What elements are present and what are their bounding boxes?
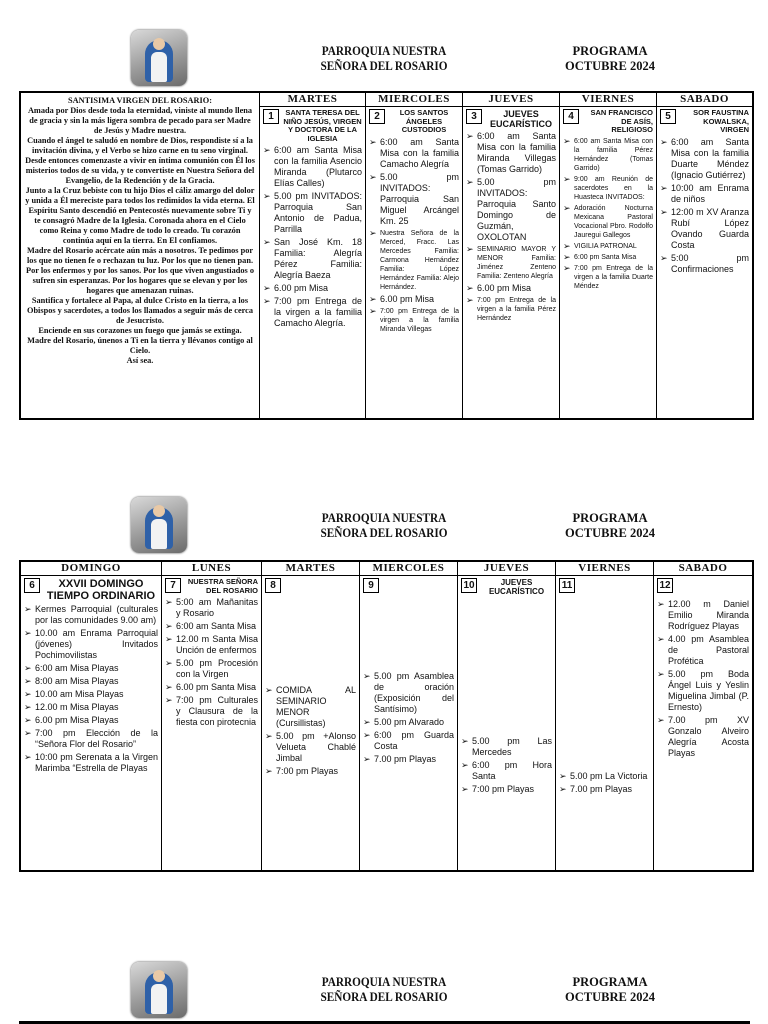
day-cell	[463, 107, 559, 325]
event-list	[24, 604, 158, 774]
day-cell	[654, 576, 752, 761]
parish-logo	[131, 962, 187, 1018]
event-item: ➢ 5.00 pm Asamblea de oración (Exposición del Santísimo)	[363, 671, 454, 715]
prayer-line: Santifica y fortalece al Papa, al dulce Cristo en la tierra, a los Obispos y sacerdotes, a todos los llamados a seguir más de cerca de Jesucristo.	[26, 296, 253, 325]
event-item: ➢ 9:00 am Reunión de sacerdotes en la Huasteca INVITADOS:	[563, 175, 653, 202]
program-label	[560, 44, 660, 74]
event-item: ➢ 10.00 am Enrama Parroquial (jóvenes) Invitados Pochimovilistas	[24, 628, 158, 661]
program-month: OCTUBRE 2024	[565, 526, 655, 540]
day-number: 10	[461, 578, 477, 593]
event-item: ➢ San José Km. 18 Familia: Alegría Pérez Familia: Alegría Baeza	[263, 237, 362, 281]
day-column-sunday	[21, 562, 161, 870]
day-cell	[556, 576, 653, 797]
program-word: PROGRAMA	[572, 511, 648, 525]
day-column-friday	[555, 562, 653, 870]
day-header: DOMINGO	[21, 562, 161, 576]
event-item: ➢ SEMINARIO MAYOR Y MENOR Familia: Jiménez Zenteno Familia: Zenteno Alegría	[466, 245, 556, 281]
day-header: MARTES	[262, 562, 359, 576]
prayer-line: Amada por Dios desde toda la eternidad, viniste al mundo llena de gracia y sin la más ligera sombra de pecado para ser Madre de Jesús y Madre nuestra.	[27, 106, 253, 135]
prayer-line: Enciende en sus corazones un fuego que jamás se extinga.	[38, 326, 242, 335]
event-item: ➢ 6.00 pm Santa Misa	[165, 682, 258, 693]
event-item: ➢ 10:00 pm Serenata a la Virgen Marimba “Estrella de Playas	[24, 752, 158, 774]
saint-title: JUEVES EUCARÍSTICO	[489, 109, 552, 129]
prayer-line: Cuando el ángel te saludó en nombre de Dios, respondiste sí a la invitación divina, y el Verbo se hizo carne en tu seno virginal. Desde entonces comenzaste a vivir en íntima comunión con Él los misterios todos de su vida, y te convertiste en Nuestra Señora del Evangelio, de la Redención y de la Gracia.	[25, 136, 255, 185]
program-month: OCTUBRE 2024	[565, 990, 655, 1004]
event-list	[657, 599, 749, 759]
day-cell	[657, 107, 752, 277]
event-item: ➢ 6.00 pm Misa	[466, 283, 556, 294]
day-number: 9	[363, 578, 379, 593]
prayer-line: SANTISIMA VIRGEN DEL ROSARIO:	[68, 96, 212, 105]
event-item: ➢ 7:00 pm Entrega de la virgen a la familia Camacho Alegría.	[263, 296, 362, 329]
program-month: OCTUBRE 2024	[565, 59, 655, 73]
event-item: ➢ 6:00 am Santa Misa con la familia Camacho Alegría	[369, 137, 459, 170]
day-cell	[260, 107, 365, 331]
prayer-line: Junto a la Cruz bebiste con tu hijo Dios el cáliz amargo del dolor y unida a Él mereciste para todos los redimidos la vida eterna. El Espíritu Santo descendió en Pentecostés nuevamente sobre Ti y te consagró Madre de la Iglesia. Coronada ahora en el Cielo como Reina y como Madre de todo lo creado. Tu corazón continúa aquí en la tierra. En El confiamos.	[25, 186, 255, 245]
event-item: ➢ 5:00 am Mañanitas y Rosario	[165, 597, 258, 619]
event-item: ➢ 12.00 m Santa Misa Unción de enfermos	[165, 634, 258, 656]
prayer-line: Madre del Rosario acércate aún más a nosotros. Te pedimos por los que no tienen fe o rechazan tu luz. Por los que no tienen pan. Por los enfermos y por los sanos. Por los que viven angustiados o sufren sin esperanzas. Por los hogares que se elevan y por los hogares que amenazan ruinas.	[26, 246, 254, 295]
event-item: ➢ 7:00 pm Entrega de la virgen a la familia Miranda Villegas	[369, 307, 459, 334]
event-item: ➢ Kermes Parroquial (culturales por las comunidades 9.00 am)	[24, 604, 158, 626]
day-number: 8	[265, 578, 281, 593]
day-header: SABADO	[654, 562, 752, 576]
day-number: 2	[369, 109, 385, 124]
event-item: ➢ 7:00 pm Playas	[265, 766, 356, 777]
event-item: ➢ 6:00 am Santa Misa con la familia Asencio Miranda (Plutarco Elías Calles)	[263, 145, 362, 189]
day-column-friday	[559, 93, 656, 418]
day-column-thursday	[457, 562, 555, 870]
day-number: 11	[559, 578, 575, 593]
event-item: ➢ 6:00 am Santa Misa	[165, 621, 258, 632]
day-number: 4	[563, 109, 579, 124]
parish-logo	[131, 497, 187, 553]
event-item: ➢ 6:00 am Misa Playas	[24, 663, 158, 674]
event-item: ➢ 5.00 pm Procesión con la Virgen	[165, 658, 258, 680]
liturgy-title: XXVII DOMINGO TIEMPO ORDINARIO	[46, 578, 156, 602]
event-item: ➢ 4.00 pm Asamblea de Pastoral Profética	[657, 634, 749, 667]
event-item: ➢ 5.00 pm INVITADOS: Parroquia San Antonio de Padua, Parrilla	[263, 191, 362, 235]
event-item: ➢ 6.00 pm Misa Playas	[24, 715, 158, 726]
event-list	[660, 137, 749, 275]
event-item: ➢ 6.00 pm Misa	[369, 294, 459, 305]
calendar-week-1	[19, 91, 754, 420]
event-item: ➢ 6.00 pm Misa	[263, 283, 362, 294]
event-item: ➢ 7.00 pm Playas	[363, 754, 454, 765]
event-item: ➢ 5.00 pm Alvarado	[363, 717, 454, 728]
day-cell	[458, 576, 555, 797]
parish-title: PARROQUIA NUESTRA SEÑORA DEL ROSARIO	[320, 511, 448, 540]
event-item: ➢ 7:00 pm Entrega de la virgen a la familia Duarte Méndez	[563, 264, 653, 291]
event-item: ➢ 12:00 m XV Aranza Rubí López Ovando Guarda Costa	[660, 207, 749, 251]
event-list	[265, 685, 356, 777]
event-item: ➢ 6:00 am Santa Misa con la familia Duarte Méndez (Ignacio Gutiérrez)	[660, 137, 749, 181]
day-cell	[560, 107, 656, 293]
day-cell	[262, 576, 359, 779]
event-item: ➢ 12.00 m Daniel Emilio Miranda Rodríguez Playas	[657, 599, 749, 632]
event-item: ➢ 5.00 pm Las Mercedes	[461, 736, 552, 758]
event-item: ➢ 7:00 pm Culturales y Clausura de la fiesta con pirotecnia	[165, 695, 258, 728]
day-number: 1	[263, 109, 279, 124]
day-header: SABADO	[657, 93, 752, 107]
calendar-week-2	[19, 560, 754, 872]
event-item: ➢ 6:00 am Santa Misa con la familia Miranda Villegas (Tomas Garrido)	[466, 131, 556, 175]
day-header: LUNES	[162, 562, 261, 576]
day-header: VIERNES	[556, 562, 653, 576]
parish-title: PARROQUIA NUESTRA SEÑORA DEL ROSARIO	[320, 44, 448, 73]
program-word: PROGRAMA	[572, 975, 648, 989]
day-header: MIERCOLES	[366, 93, 462, 107]
event-list	[363, 671, 454, 765]
saint-title: SANTA TERESA DEL NIÑO JESÚS, VIRGEN Y DOCTORA DE LA IGLESIA	[283, 108, 362, 143]
saint-title: NUESTRA SEÑORA DEL ROSARIO	[187, 577, 258, 595]
prayer-text	[21, 93, 259, 369]
event-item: ➢ 7:00 pm Elección de la “Señora Flor del Rosario”	[24, 728, 158, 750]
event-item: ➢ 6:00 pm Hora Santa	[461, 760, 552, 782]
day-cell	[21, 576, 161, 776]
day-number: 6	[24, 578, 40, 593]
day-header: MIERCOLES	[360, 562, 457, 576]
event-item: ➢ 5.00 pm +Alonso Velueta Chablé Jimbal	[265, 731, 356, 764]
event-list	[559, 771, 650, 795]
prayer-line: Así sea.	[126, 356, 154, 365]
parish-logo	[131, 30, 187, 86]
prayer-line: Madre del Rosario, únenos a Ti en la tierra y llévanos contigo al Cielo.	[27, 336, 253, 355]
day-column-tuesday	[259, 93, 365, 418]
event-list	[461, 736, 552, 795]
event-item: ➢ VIGILIA PATRONAL	[563, 242, 653, 251]
event-item: ➢ 7:00 pm Playas	[461, 784, 552, 795]
day-header: JUEVES	[458, 562, 555, 576]
event-item: ➢ 5.00 pm INVITADOS: Parroquia San Miguel Arcángel Km. 25	[369, 172, 459, 227]
event-list	[563, 137, 653, 291]
saint-title: SAN FRANCISCO DE ASÍS, RELIGIOSO	[590, 108, 653, 134]
day-number: 3	[466, 109, 482, 124]
day-column-saturday	[653, 562, 752, 870]
event-item: ➢ 5.00 pm Boda Ángel Luis y Yeslin Miguelina Jimbal (P. Ernesto)	[657, 669, 749, 713]
day-column-wednesday	[359, 562, 457, 870]
day-cell	[366, 107, 462, 336]
saint-title: JUEVES EUCARÍSTICO	[488, 578, 545, 596]
day-number: 7	[165, 578, 181, 593]
event-item: ➢ 7:00 pm Entrega de la virgen a la familia Pérez Hernández	[466, 296, 556, 323]
program-label	[560, 975, 660, 1005]
event-item: ➢ 7.00 pm Playas	[559, 784, 650, 795]
event-item: ➢ 5:00 pm Confirmaciones	[660, 253, 749, 275]
day-number: 5	[660, 109, 676, 124]
event-list	[466, 131, 556, 323]
event-item: ➢ COMIDA AL SEMINARIO MENOR (Cursillistas)	[265, 685, 356, 729]
event-item: ➢ 5.00 pm La Victoria	[559, 771, 650, 782]
program-label	[560, 511, 660, 541]
day-number: 12	[657, 578, 673, 593]
event-item: ➢ Adoración Nocturna Mexicana Pastoral Vocacional Pbro. Rodolfo Jauregui Gallegos	[563, 204, 653, 240]
prayer-column	[21, 93, 259, 418]
saint-title: SOR FAUSTINA KOWALSKA, VIRGEN	[693, 108, 749, 134]
day-cell	[162, 576, 261, 730]
event-item: ➢ 6:00 pm Santa Misa	[563, 253, 653, 262]
event-item: ➢ 7.00 pm XV Gonzalo Alveiro Alegría Acosta Playas	[657, 715, 749, 759]
event-list	[165, 597, 258, 728]
day-cell	[360, 576, 457, 767]
event-item: ➢ 10:00 am Enrama de niños	[660, 183, 749, 205]
saint-title: LOS SANTOS ÁNGELES CUSTODIOS	[399, 108, 449, 134]
day-header: MARTES	[260, 93, 365, 107]
event-item: ➢ Nuestra Señora de la Merced, Fracc. Las Mercedes Familia: Carmona Hernández Familia: López Hernández Familia: Alejo Hernández.	[369, 229, 459, 292]
day-column-tuesday	[261, 562, 359, 870]
parish-title: PARROQUIA NUESTRA SEÑORA DEL ROSARIO	[320, 975, 448, 1004]
program-word: PROGRAMA	[572, 44, 648, 58]
day-column-monday	[161, 562, 261, 870]
day-column-thursday	[462, 93, 559, 418]
event-item: ➢ 10.00 am Misa Playas	[24, 689, 158, 700]
event-list	[263, 145, 362, 329]
event-item: ➢ 6:00 pm Guarda Costa	[363, 730, 454, 752]
day-column-saturday	[656, 93, 752, 418]
event-item: ➢ 5.00 pm INVITADOS: Parroquia Santo Domingo de Guzmán, OXOLOTAN	[466, 177, 556, 243]
event-item: ➢ 12.00 m Misa Playas	[24, 702, 158, 713]
day-header: JUEVES	[463, 93, 559, 107]
event-item: ➢ 6:00 am Santa Misa con la familia Pérez Hernández (Tomas Garrido)	[563, 137, 653, 173]
event-list	[369, 137, 459, 334]
day-column-wednesday	[365, 93, 462, 418]
event-item: ➢ 8:00 am Misa Playas	[24, 676, 158, 687]
day-header: VIERNES	[560, 93, 656, 107]
